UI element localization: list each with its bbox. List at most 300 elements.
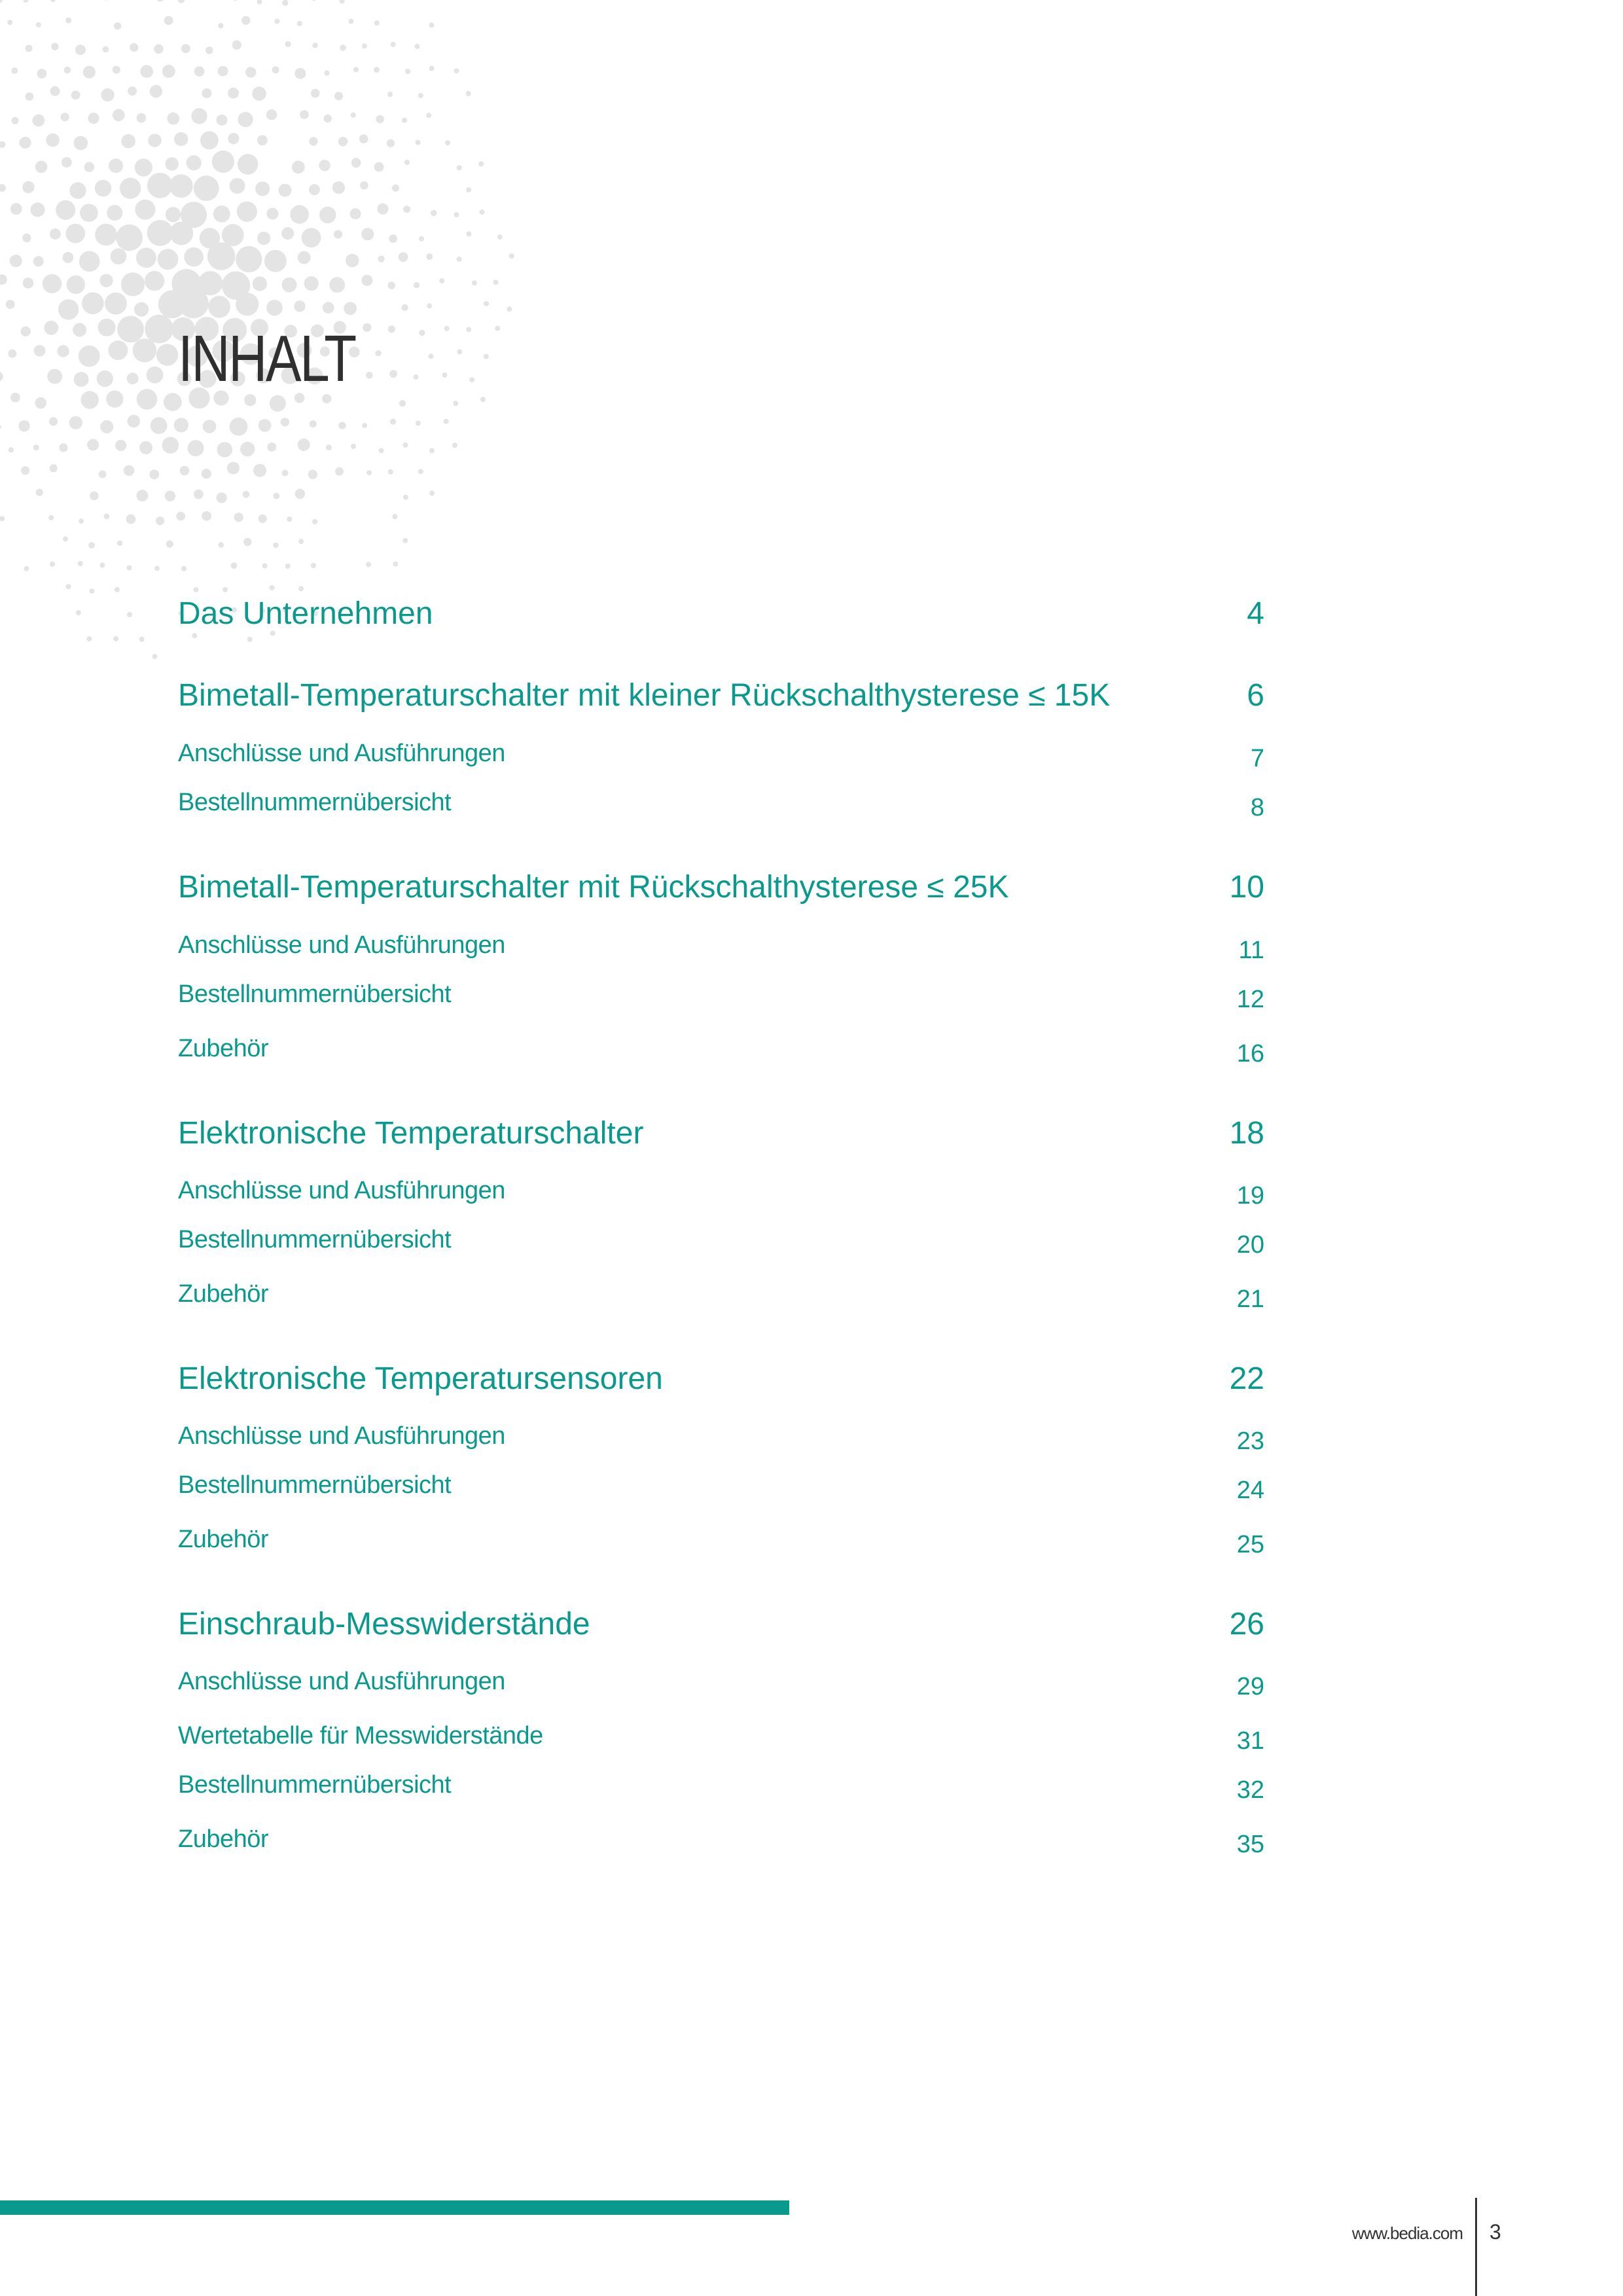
toc-entry-label: Bimetall-Temperaturschalter mit Rückschalthysterese ≤ 25K [178, 870, 1009, 905]
decorative-dot [81, 391, 99, 408]
decorative-dot [311, 89, 320, 98]
decorative-dot [31, 203, 45, 217]
decorative-dot [64, 67, 71, 74]
decorative-dot [46, 134, 60, 147]
toc-subentry-label: Zubehör [178, 1280, 269, 1308]
toc-entry[interactable] [178, 594, 1264, 647]
decorative-dot [295, 489, 305, 499]
decorative-dot [0, 424, 1, 429]
decorative-dot [282, 470, 289, 476]
decorative-dot [162, 65, 175, 78]
decorative-dot [334, 230, 342, 238]
decorative-dot [213, 206, 230, 223]
toc-subentry-page: 20 [1236, 1231, 1264, 1259]
toc-subentry[interactable] [178, 787, 1264, 839]
decorative-dot [65, 224, 85, 243]
decorative-dot [366, 470, 372, 475]
decorative-dot [147, 367, 164, 384]
toc-subentry[interactable] [178, 1033, 1264, 1085]
decorative-dot [387, 92, 393, 97]
decorative-dot [392, 185, 399, 192]
decorative-dot [230, 418, 248, 436]
decorative-dot [99, 274, 113, 287]
decorative-dot [416, 140, 421, 145]
decorative-dot [297, 21, 302, 26]
toc-entry[interactable] [178, 1114, 1264, 1166]
decorative-dot [282, 0, 288, 6]
decorative-dot [362, 423, 367, 428]
decorative-dot [44, 321, 58, 335]
decorative-dot [10, 203, 22, 215]
decorative-dot [218, 23, 223, 28]
decorative-dot [22, 181, 34, 193]
decorative-dot [149, 470, 159, 480]
decorative-dot [74, 372, 89, 387]
decorative-dot [403, 442, 408, 448]
toc-subentry[interactable] [178, 978, 1264, 1031]
toc-entry[interactable] [178, 868, 1264, 920]
decorative-dot [312, 0, 317, 1]
decorative-dot [165, 157, 179, 171]
decorative-dot [154, 45, 163, 54]
footer-divider [1475, 2198, 1477, 2296]
decorative-dot [290, 205, 309, 224]
decorative-dot [378, 256, 384, 262]
decorative-dot [453, 401, 458, 406]
decorative-dot [285, 41, 291, 47]
decorative-dot [399, 252, 408, 262]
decorative-dot [22, 234, 31, 242]
decorative-dot [361, 275, 372, 286]
toc-subentry-label: Bestellnummernübersicht [178, 1471, 452, 1499]
decorative-dot [24, 566, 29, 571]
decorative-dot [165, 491, 175, 501]
decorative-dot [0, 371, 3, 382]
decorative-dot [174, 418, 188, 432]
decorative-dot [259, 514, 267, 523]
decorative-dot [361, 228, 374, 240]
decorative-dot [294, 300, 305, 312]
decorative-dot [419, 330, 425, 336]
decorative-dot [158, 249, 179, 270]
decorative-dot [228, 133, 239, 144]
decorative-dot [73, 323, 86, 337]
toc-subentry-label: Anschlüsse und Ausführungen [178, 1668, 505, 1695]
toc-subentry-page: 21 [1236, 1285, 1264, 1313]
toc-entry-label: Das Unternehmen [178, 596, 433, 631]
decorative-dot [179, 288, 209, 318]
decorative-dot [236, 293, 259, 315]
toc-subentry-page: 32 [1236, 1776, 1264, 1804]
decorative-dot [217, 442, 233, 457]
decorative-dot [150, 85, 162, 98]
toc-subentry[interactable] [178, 1175, 1264, 1227]
decorative-dot [377, 204, 388, 215]
decorative-dot [58, 299, 79, 319]
decorative-dot [493, 279, 499, 285]
decorative-dot [169, 222, 193, 245]
decorative-dot [191, 108, 207, 124]
decorative-dot [366, 372, 373, 379]
decorative-dot [374, 67, 380, 73]
decorative-dot [350, 208, 361, 219]
decorative-dot [100, 420, 113, 433]
decorative-dot [292, 160, 305, 173]
decorative-dot [329, 277, 345, 293]
decorative-dot [393, 562, 398, 567]
decorative-dot [497, 234, 503, 240]
decorative-dot [243, 538, 251, 546]
decorative-dot [207, 242, 236, 270]
toc-entry-label: Elektronische Temperatursensoren [178, 1361, 663, 1396]
decorative-dot [227, 462, 240, 475]
decorative-dot [117, 316, 144, 343]
decorative-dot [480, 209, 485, 215]
decorative-dot [167, 113, 179, 125]
decorative-dot [194, 587, 199, 592]
decorative-dot [7, 20, 12, 25]
decorative-dot [404, 160, 410, 165]
decorative-dot [233, 0, 238, 1]
toc-entry-label: Bimetall-Temperaturschalter mit kleiner Rückschalthysterese ≤ 15K [178, 678, 1111, 713]
decorative-dot [69, 416, 82, 429]
decorative-dot [79, 251, 100, 272]
decorative-dot [0, 0, 3, 3]
decorative-dot [34, 345, 46, 357]
decorative-dot [79, 518, 84, 524]
decorative-dot [507, 306, 512, 312]
decorative-dot [80, 204, 98, 223]
toc-entry-page: 18 [1229, 1116, 1264, 1151]
decorative-dot [87, 636, 92, 641]
decorative-dot [300, 110, 309, 119]
decorative-dot [136, 247, 156, 268]
toc-subentry-page: 29 [1236, 1673, 1264, 1700]
decorative-dot [43, 274, 62, 293]
toc-subentry-page: 7 [1250, 745, 1264, 772]
decorative-dot [181, 44, 190, 53]
decorative-dot [145, 315, 173, 344]
toc-subentry[interactable] [178, 1469, 1264, 1522]
decorative-dot [257, 0, 262, 5]
decorative-dot [324, 71, 329, 76]
decorative-dot [26, 92, 34, 101]
toc-subentry[interactable] [178, 1823, 1264, 1876]
decorative-dot [252, 86, 266, 101]
decorative-dot [231, 562, 238, 569]
decorative-dot [152, 654, 158, 659]
decorative-dot [19, 137, 31, 149]
decorative-dot [429, 353, 434, 359]
decorative-dot [444, 326, 450, 331]
decorative-dot [466, 91, 471, 96]
decorative-dot [472, 280, 477, 285]
decorative-dot [253, 276, 267, 291]
toc-subentry[interactable] [178, 1420, 1264, 1473]
decorative-dot [147, 173, 173, 198]
decorative-dot [416, 421, 421, 426]
decorative-dot [83, 66, 96, 79]
decorative-dot [87, 439, 99, 451]
toc-entry-label: Elektronische Temperaturschalter [178, 1116, 644, 1151]
decorative-dot [71, 90, 80, 99]
decorative-dot [415, 44, 420, 49]
decorative-dot [205, 46, 213, 54]
decorative-dot [340, 45, 346, 51]
toc-subentry-page: 31 [1236, 1727, 1264, 1755]
decorative-dot [262, 564, 268, 569]
decorative-dot [444, 419, 449, 424]
decorative-dot [454, 68, 459, 73]
toc-subentry[interactable] [178, 1720, 1264, 1772]
decorative-dot [37, 69, 47, 79]
decorative-dot [134, 302, 149, 317]
decorative-dot [259, 419, 272, 432]
decorative-dot [194, 66, 205, 77]
toc-subentry-label: Bestellnummernübersicht [178, 980, 452, 1008]
decorative-dot [117, 541, 122, 546]
decorative-dot [346, 254, 359, 268]
toc-entry-page: 10 [1229, 870, 1264, 905]
toc-subentry-page: 12 [1236, 986, 1264, 1013]
toc-subentry[interactable] [178, 1769, 1264, 1821]
page-title: INHALT [178, 322, 355, 395]
decorative-dot [139, 637, 145, 642]
decorative-dot [194, 490, 204, 499]
toc-subentry-label: Bestellnummernübersicht [178, 1226, 452, 1253]
decorative-dot [21, 327, 31, 336]
decorative-dot [466, 231, 471, 236]
decorative-dot [35, 397, 46, 409]
decorative-dot [240, 442, 255, 456]
decorative-dot [445, 140, 450, 145]
toc-subentry-label: Wertetabelle für Messwiderstände [178, 1722, 543, 1749]
decorative-dot [351, 113, 356, 118]
decorative-dot [344, 302, 357, 315]
decorative-dot [403, 206, 410, 213]
decorative-dot [128, 415, 140, 427]
decorative-dot [156, 0, 164, 1]
decorative-dot [426, 113, 431, 118]
decorative-dot [67, 276, 85, 294]
decorative-dot [33, 115, 45, 127]
decorative-dot [366, 562, 371, 567]
decorative-dot [33, 256, 44, 266]
decorative-dot [50, 464, 58, 472]
decorative-dot [338, 137, 348, 147]
decorative-dot [50, 228, 61, 240]
decorative-dot [326, 444, 332, 450]
decorative-dot [18, 420, 29, 431]
decorative-dot [374, 162, 384, 172]
decorative-dot [82, 293, 104, 315]
decorative-dot [298, 586, 304, 591]
decorative-dot [151, 417, 168, 434]
decorative-dot [429, 490, 435, 495]
decorative-dot [10, 393, 20, 403]
decorative-dot [116, 224, 143, 251]
decorative-dot [255, 181, 270, 196]
decorative-dot [403, 495, 408, 500]
decorative-dot [388, 469, 393, 475]
decorative-dot [309, 137, 318, 146]
decorative-dot [47, 369, 62, 384]
footer-website-link[interactable]: www.bedia.com [1351, 2223, 1463, 2243]
decorative-dot [127, 372, 139, 384]
decorative-dot [208, 296, 230, 318]
decorative-dot [427, 303, 432, 308]
decorative-dot [332, 181, 345, 194]
decorative-dot [90, 492, 99, 501]
decorative-dot [429, 22, 435, 27]
decorative-dot [454, 212, 459, 217]
decorative-dot [310, 420, 317, 427]
decorative-dot [121, 134, 135, 149]
decorative-dot [348, 19, 353, 24]
footer-page-number: 3 [1489, 2220, 1501, 2244]
decorative-dot [50, 0, 56, 2]
decorative-dot [429, 66, 435, 71]
decorative-dot [79, 346, 100, 367]
decorative-dot [203, 420, 217, 433]
decorative-dot [374, 20, 380, 26]
decorative-dot [257, 232, 270, 245]
toc-subentry-page: 19 [1236, 1182, 1264, 1210]
decorative-dot [133, 338, 156, 362]
decorative-dot [164, 16, 173, 25]
decorative-dot [49, 417, 58, 425]
decorative-dot [253, 464, 266, 477]
decorative-dot [63, 252, 74, 263]
decorative-dot [484, 301, 489, 306]
decorative-dot [103, 46, 109, 53]
toc-entry[interactable] [178, 676, 1264, 728]
decorative-dot [202, 88, 211, 98]
toc-subentry-label: Zubehör [178, 1035, 269, 1062]
decorative-dot [176, 512, 185, 521]
decorative-dot [104, 514, 110, 520]
decorative-dot [126, 514, 136, 524]
decorative-dot [285, 564, 291, 569]
decorative-dot [414, 374, 419, 380]
decorative-dot [0, 141, 5, 148]
decorative-dot [218, 542, 224, 548]
decorative-dot [323, 302, 334, 314]
toc-subentry-page: 11 [1238, 937, 1264, 964]
decorative-dot [57, 345, 69, 357]
decorative-dot [135, 158, 152, 176]
decorative-dot [298, 539, 304, 544]
toc-subentry-page: 35 [1236, 1831, 1264, 1858]
decorative-dot [272, 66, 279, 73]
decorative-dot [480, 397, 486, 402]
toc-subentry[interactable] [178, 738, 1264, 790]
decorative-dot [156, 516, 164, 525]
decorative-dot [139, 441, 152, 454]
toc-subentry[interactable] [178, 1278, 1264, 1331]
decorative-dot [74, 136, 88, 151]
decorative-dot [391, 42, 396, 47]
decorative-dot [266, 208, 278, 220]
toc-subentry-label: Anschlüsse und Ausführungen [178, 1177, 505, 1204]
decorative-dot [180, 466, 189, 475]
decorative-dot [50, 562, 55, 567]
decorative-dot [114, 22, 121, 29]
decorative-dot [376, 115, 384, 124]
decorative-dot [115, 587, 120, 592]
decorative-dot [340, 0, 345, 4]
decorative-dot [264, 250, 287, 272]
decorative-dot [312, 519, 317, 524]
toc-subentry-label: Anschlüsse und Ausführungen [178, 1422, 505, 1450]
decorative-dot [69, 183, 86, 199]
decorative-dot [304, 276, 319, 291]
decorative-dot [0, 516, 5, 522]
decorative-dot [335, 467, 344, 476]
decorative-dot [147, 220, 173, 246]
decorative-dot [56, 200, 75, 220]
toc-subentry[interactable] [178, 929, 1264, 982]
decorative-dot [351, 444, 356, 449]
decorative-dot [33, 444, 39, 450]
toc-entry[interactable] [178, 1605, 1264, 1657]
decorative-dot [11, 67, 18, 74]
toc-subentry-label: Bestellnummernübersicht [178, 789, 452, 816]
decorative-dot [457, 257, 462, 262]
decorative-dot [10, 255, 22, 267]
toc-entry[interactable] [178, 1359, 1264, 1412]
decorative-dot [405, 69, 410, 74]
decorative-dot [457, 165, 462, 170]
decorative-dot [266, 109, 277, 120]
decorative-dot [75, 45, 86, 55]
decorative-dot [311, 563, 316, 568]
decorative-dot [353, 67, 359, 72]
decorative-dot [241, 16, 250, 25]
toc-subentry[interactable] [178, 1666, 1264, 1718]
decorative-dot [362, 43, 367, 48]
decorative-dot [36, 22, 41, 27]
decorative-dot [99, 562, 105, 567]
decorative-dot [202, 469, 211, 478]
decorative-dot [281, 227, 294, 240]
decorative-dot [399, 400, 406, 406]
decorative-dot [238, 112, 253, 127]
decorative-dot [228, 88, 239, 99]
decorative-dot [376, 350, 382, 356]
decorative-dot [274, 19, 279, 24]
decorative-dot [388, 282, 395, 289]
decorative-dot [351, 158, 361, 168]
toc-subentry[interactable] [178, 1524, 1264, 1576]
decorative-dot [109, 158, 123, 173]
decorative-dot [414, 282, 419, 288]
decorative-dot [113, 65, 120, 73]
decorative-dot [466, 327, 471, 332]
decorative-dot [279, 184, 292, 197]
decorative-dot [95, 224, 117, 246]
toc-subentry-page: 25 [1236, 1531, 1264, 1558]
toc-subentry[interactable] [178, 1224, 1264, 1276]
decorative-dot [6, 300, 15, 309]
decorative-dot [101, 88, 114, 101]
decorative-dot [418, 469, 423, 474]
decorative-dot [188, 440, 204, 456]
decorative-dot [95, 180, 112, 197]
decorative-dot [194, 175, 219, 201]
decorative-dot [166, 541, 173, 548]
decorative-dot [48, 515, 54, 520]
